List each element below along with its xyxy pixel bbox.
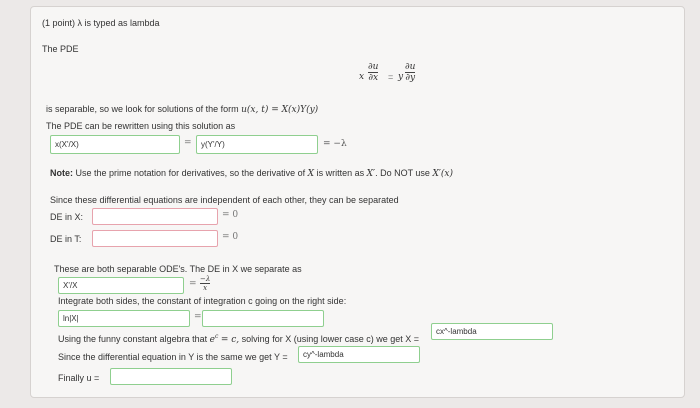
pde-equals: =	[388, 72, 394, 82]
ode-intro: These are both separable ODE's. The DE in X we separate as	[54, 264, 302, 274]
pde-title: The PDE	[42, 44, 79, 54]
ode-rhs-fraction	[200, 275, 210, 292]
rhs-numerator: ∂u	[405, 62, 416, 72]
de-t-equals: = 0	[222, 232, 239, 242]
final-u-input[interactable]	[110, 368, 232, 385]
ode-separate-box[interactable]: X'/X	[58, 277, 184, 294]
y-answer-input[interactable]: cy^-lambda	[298, 346, 420, 363]
rewrite-text: The PDE can be rewritten using this solution as	[46, 121, 236, 131]
lhs-coefficient: x	[359, 72, 365, 82]
lhs-numerator: ∂u	[368, 62, 379, 72]
separable-text: is separable, so we look for solutions of the form u(x, t) = X(x)Y(y)	[46, 104, 319, 115]
ode-rhs-denominator: x	[203, 284, 208, 292]
de-t-label: DE in T:	[50, 234, 82, 244]
integrate-equals: =	[194, 312, 202, 322]
separate-intro: Since these differential equations are independent of each other, they can be separated	[50, 195, 399, 205]
funny-text: Using the funny constant algebra that $e^c = c$, solving for X (using lower case c) we get X =	[58, 333, 419, 345]
lhs-denominator: ∂x	[368, 73, 379, 83]
ode-equals: =	[189, 279, 197, 289]
de-x-equals: = 0	[222, 210, 239, 220]
rewrite-box-lhs[interactable]: x(X'/X)	[50, 135, 180, 154]
finally-label: Finally u =	[58, 373, 100, 383]
ode-rhs-numerator: −λ	[200, 275, 211, 283]
de-t-input[interactable]	[92, 230, 218, 247]
rewrite-box-rhs[interactable]: y(Y'/Y)	[196, 135, 318, 154]
x-answer-input[interactable]: cx^-lambda	[431, 323, 553, 340]
separable-formula: u(x, t) = X(x)Y(y)	[241, 105, 319, 115]
rewrite-equals: =	[184, 138, 192, 148]
integrate-box-lhs[interactable]: ln|X|	[58, 310, 190, 327]
rhs-denominator: ∂y	[405, 73, 416, 83]
de-x-input[interactable]	[92, 208, 218, 225]
rhs-coefficient: y	[398, 72, 404, 82]
note-line: Note: Use the prime notation for derivatives, so the derivative of X is written as X′. Do NOT use X′(x)	[50, 168, 454, 179]
y-text: Since the differential equation in Y is the same we get Y =	[58, 352, 288, 362]
lhs-fraction	[368, 62, 378, 83]
points-label: (1 point) λ is typed as lambda	[42, 18, 160, 28]
integrate-text: Integrate both sides, the constant of integration c going on the right side:	[58, 296, 347, 306]
rewrite-eq-lambda: = −λ	[323, 139, 347, 149]
integrate-box-rhs[interactable]	[202, 310, 324, 327]
de-x-label: DE in X:	[50, 212, 84, 222]
rhs-fraction	[405, 62, 415, 83]
note-label: Note:	[50, 168, 73, 178]
